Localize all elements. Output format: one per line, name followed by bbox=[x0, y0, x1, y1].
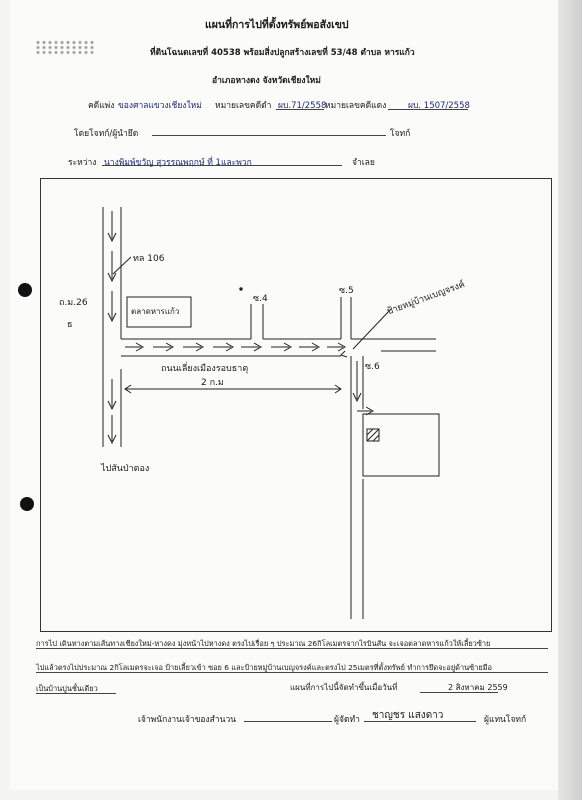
down-arrow-icon bbox=[353, 361, 361, 401]
punch-hole-icon bbox=[18, 283, 32, 297]
right-arrow-icon bbox=[327, 343, 345, 351]
underline bbox=[36, 672, 548, 673]
right-arrow-icon bbox=[241, 343, 261, 351]
market-label: ตลาดหารแก้ว bbox=[131, 307, 180, 316]
pointer-line bbox=[113, 257, 131, 274]
directions-line-1: การไป เดินทางตามเส้นทางเชียงใหม่-หางดง มุ่งหน้าไปหางดง ตรงไปเรื่อย ๆ ประมาณ 26กิโลเมตรจากไรบินสัน จะเจอตลาดหารแก้วให้เลี้ยวซ้าย bbox=[36, 639, 491, 648]
defendant-line bbox=[102, 165, 342, 166]
down-arrow-icon bbox=[108, 291, 116, 321]
underline bbox=[276, 109, 324, 110]
document-subtitle: ที่ดินโฉนดเลขที่ 40538 พร้อมสิ่งปลูกสร้างเลขที่ 53/48 ตำบล หารแก้ว bbox=[150, 48, 415, 58]
defendant-name: นางพิมพ์ขวัญ สุวรรณพฤกษ์ ที่ 1และพวก bbox=[104, 158, 252, 168]
underline bbox=[36, 648, 548, 649]
down-arrow-icon bbox=[108, 251, 116, 281]
road-label-106: ทล 106 bbox=[133, 254, 165, 264]
right-arrow-icon bbox=[271, 343, 291, 351]
date-prefix: แผนที่การไปนี้จัดทำขึ้นเมื่อวันที่ bbox=[290, 683, 398, 692]
main-road-label: ถนนเลี่ยงเมืองรอบธาตุ bbox=[161, 364, 249, 374]
red-no-value: ผบ. 1507/2558 bbox=[408, 101, 470, 111]
road-label-letter: ธ bbox=[67, 320, 73, 330]
maker-label: ผู้จัดทำ bbox=[334, 715, 360, 725]
ink-smudge bbox=[35, 40, 95, 54]
signature-line bbox=[364, 721, 476, 722]
pointer-line bbox=[353, 309, 391, 349]
officer-label: เจ้าพนักงานเจ้าของสำนวน bbox=[138, 715, 237, 725]
signature-line bbox=[244, 721, 332, 722]
maker-signature: ชาญชร แสงดาว bbox=[372, 710, 444, 721]
between-label: ระหว่าง bbox=[68, 158, 97, 168]
document-title: แผนที่การไปที่ตั้งทรัพย์พอสังเขป bbox=[205, 19, 349, 31]
down-arrow-icon bbox=[108, 211, 116, 241]
plaintiff-prefix: โดยโจทก์/ผู้นำยึด bbox=[74, 129, 139, 139]
soi-5-label: ซ.5 bbox=[339, 286, 354, 296]
case-label: คดีแพ่ง bbox=[88, 101, 115, 111]
down-arrow-icon bbox=[108, 415, 116, 443]
right-arrow-icon bbox=[125, 343, 143, 351]
right-arrow-icon bbox=[213, 343, 233, 351]
down-arrow-icon bbox=[108, 379, 116, 409]
right-arrow-icon bbox=[183, 343, 203, 351]
defendant-label: จำเลย bbox=[352, 158, 375, 168]
punch-hole-icon bbox=[20, 497, 34, 511]
right-arrow-icon bbox=[153, 343, 173, 351]
court-name: ของศาลแขวงเชียงใหม่ bbox=[118, 101, 202, 111]
page-edge-shadow bbox=[558, 0, 582, 800]
village-sign-label: ป้ายหมู่บ้านเบญจรงค์ bbox=[386, 279, 467, 318]
underline bbox=[388, 109, 468, 110]
soi-6-label: ซ.6 bbox=[365, 362, 380, 372]
district-line: อำเภอหางดง จังหวัดเชียงใหม่ bbox=[212, 76, 321, 86]
directions-line-2: ไปแล้วตรงไปประมาณ 2กิโลเมตรจะเจอ ป้ายเลี้ยวเข้า ซอย 6 และป้ายหมู่บ้านเบญจรงค์และตรงไป 25เมตรที่ตั้งทรัพย์ ทำการยึดจะอยู่ด้านซ้ายมือ bbox=[36, 663, 492, 672]
map-box bbox=[40, 178, 552, 632]
black-no-label: หมายเลขคดีดำ bbox=[215, 101, 272, 111]
plaintiff-label: โจทก์ bbox=[390, 129, 411, 139]
hand-drawn-map bbox=[41, 179, 551, 631]
date-value: 2 สิงหาคม 2559 bbox=[448, 683, 508, 692]
directions-line-3: เป็นบ้านปูนชั้นเดียว bbox=[36, 684, 98, 693]
black-no-value: ผบ.71/2558 bbox=[278, 101, 327, 111]
rep-label: ผู้แทนโจทก์ bbox=[484, 715, 527, 725]
plaintiff-line bbox=[152, 135, 386, 136]
red-no-label: หมายเลขคดีแดง bbox=[325, 101, 387, 111]
soi-4-label: ซ.4 bbox=[253, 294, 268, 304]
bottom-left-label: ไปสันป่าตอง bbox=[101, 464, 150, 474]
property-box bbox=[363, 414, 439, 476]
sign-icon bbox=[341, 351, 347, 357]
underline bbox=[36, 693, 116, 694]
distance-label: 2 ก.ม bbox=[201, 378, 224, 388]
underline bbox=[420, 692, 498, 693]
right-arrow-icon bbox=[299, 343, 319, 351]
road-label-26: ถ.ม.26 bbox=[59, 298, 88, 308]
dot bbox=[240, 288, 242, 290]
